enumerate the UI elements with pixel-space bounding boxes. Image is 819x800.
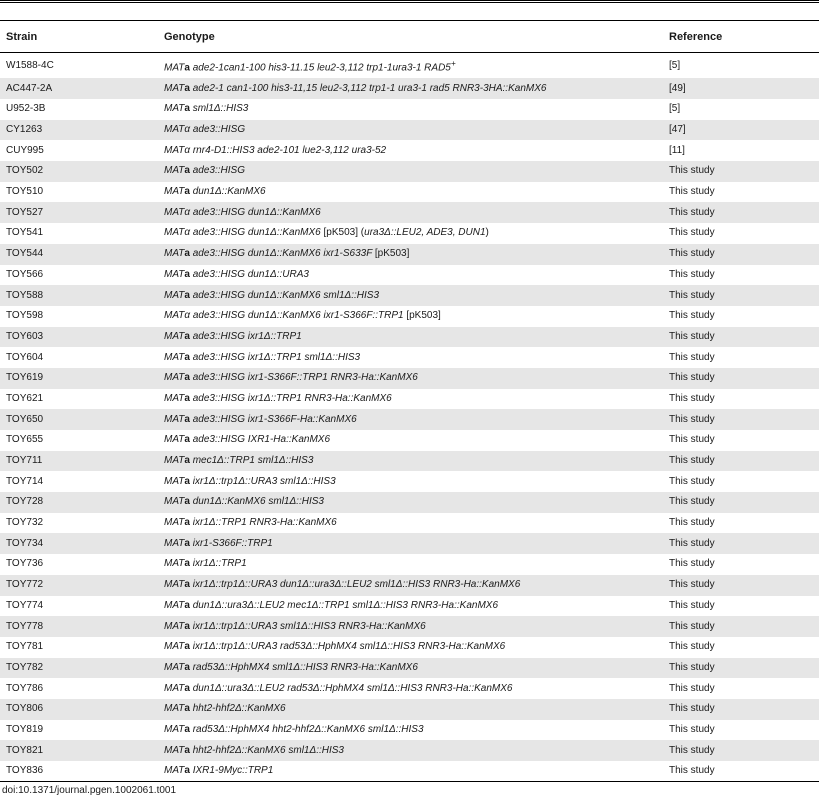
- table-row: [0, 78, 819, 99]
- strain-cell: TOY621: [6, 392, 44, 404]
- strain-cell: TOY598: [6, 310, 44, 322]
- strain-cell: CUY995: [6, 144, 44, 156]
- table-doi: doi:10.1371/journal.pgen.1002061.t001: [2, 785, 177, 796]
- genotype-cell: MATa rad53Δ::HphMX4 hht2-hhf2Δ::KanMX6 sml1Δ::HIS3: [164, 723, 424, 735]
- strain-cell: TOY778: [6, 620, 44, 632]
- strain-cell: TOY772: [6, 579, 44, 591]
- strain-cell: TOY806: [6, 703, 44, 715]
- reference-cell: This study: [669, 227, 715, 239]
- table-row: [0, 53, 819, 79]
- strain-cell: TOY819: [6, 723, 44, 735]
- genotype-cell: MATa ade3::HISG dun1Δ::URA3: [164, 268, 309, 280]
- table-row: [0, 368, 819, 389]
- reference-cell: This study: [669, 765, 715, 777]
- reference-cell: This study: [669, 206, 715, 218]
- strain-cell: TOY544: [6, 248, 44, 260]
- genotype-cell: MATa ixr1Δ::trp1Δ::URA3 sml1Δ::HIS3 RNR3-Ha::KanMX6: [164, 620, 426, 632]
- reference-cell: This study: [669, 455, 715, 467]
- strain-cell: TOY732: [6, 517, 44, 529]
- strain-cell: TOY734: [6, 537, 44, 549]
- table-row: [0, 327, 819, 348]
- strain-cell: TOY510: [6, 186, 44, 198]
- genotype-cell: MATa ade3::HISG ixr1Δ::TRP1: [164, 330, 302, 342]
- table-row: [0, 451, 819, 472]
- genotype-cell: MATa ade3::HISG ixr1Δ::TRP1 RNR3-Ha::KanMX6: [164, 392, 392, 404]
- reference-cell: This study: [669, 496, 715, 508]
- reference-cell: [5]: [669, 103, 681, 115]
- table-row: [0, 161, 819, 182]
- strain-cell: TOY619: [6, 372, 44, 384]
- table-row: [0, 761, 819, 782]
- reference-cell: This study: [669, 434, 715, 446]
- strain-cell: TOY588: [6, 289, 44, 301]
- reference-cell: This study: [669, 661, 715, 673]
- genotype-cell: MATα ade3::HISG dun1Δ::KanMX6: [164, 206, 321, 218]
- reference-cell: This study: [669, 186, 715, 198]
- genotype-cell: MATα ade3::HISG dun1Δ::KanMX6 [pK503] (ura3Δ::LEU2, ADE3, DUN1): [164, 227, 489, 239]
- reference-cell: This study: [669, 517, 715, 529]
- table-body: [0, 53, 819, 782]
- table-row: [0, 140, 819, 161]
- genotype-cell: MATa ade3::HISG: [164, 165, 245, 177]
- genotype-cell: MATa ade3::HISG dun1Δ::KanMX6 ixr1-S633F [pK503]: [164, 248, 410, 260]
- strain-cell: TOY604: [6, 351, 44, 363]
- strain-cell: W1588-4C: [6, 59, 54, 71]
- table-row: [0, 285, 819, 306]
- strain-cell: TOY821: [6, 744, 44, 756]
- strain-cell: TOY711: [6, 455, 43, 467]
- reference-cell: This study: [669, 558, 715, 570]
- genotype-cell: MATa ixr1Δ::TRP1 RNR3-Ha::KanMX6: [164, 517, 337, 529]
- table-row: [0, 202, 819, 223]
- genotype-cell: MATa ade3::HISG dun1Δ::KanMX6 sml1Δ::HIS3: [164, 289, 379, 301]
- genotype-cell: MATa ixr1Δ::trp1Δ::URA3 rad53Δ::HphMX4 sml1Δ::HIS3 RNR3-Ha::KanMX6: [164, 641, 506, 653]
- reference-cell: This study: [669, 744, 715, 756]
- strain-cell: TOY786: [6, 682, 44, 694]
- reference-cell: This study: [669, 165, 715, 177]
- genotype-cell: MATα ade3::HISG dun1Δ::KanMX6 ixr1-S366F::TRP1 [pK503]: [164, 310, 441, 322]
- reference-cell: This study: [669, 413, 715, 425]
- strain-cell: TOY836: [6, 765, 44, 777]
- reference-cell: This study: [669, 289, 715, 301]
- genotype-cell: MATα ade3::HISG: [164, 124, 246, 136]
- genotype-cell: MATa ixr1-S366F::TRP1: [164, 537, 273, 549]
- genotype-cell: MATa ixr1Δ::TRP1: [164, 558, 247, 570]
- genotype-cell: MATa ade2-1can1-100 his3-11.15 leu2-3,112 trp1-1ura3-1 RAD5+: [164, 58, 456, 74]
- genotype-cell: MATa hht2-hhf2Δ::KanMX6: [164, 703, 286, 715]
- reference-cell: [11]: [669, 144, 685, 156]
- reference-cell: This study: [669, 330, 715, 342]
- table-row: [0, 223, 819, 244]
- table-row: [0, 430, 819, 451]
- strain-cell: TOY774: [6, 599, 44, 611]
- table-row: [0, 99, 819, 120]
- reference-cell: This study: [669, 579, 715, 591]
- table-row: [0, 492, 819, 513]
- genotype-cell: MATa rad53Δ::HphMX4 sml1Δ::HIS3 RNR3-Ha::KanMX6: [164, 661, 418, 673]
- table-row: [0, 409, 819, 430]
- table-row: [0, 596, 819, 617]
- strain-cell: TOY603: [6, 330, 44, 342]
- top-rule: [0, 2, 819, 3]
- genotype-cell: MATa ade3::HISG ixr1-S366F-Ha::KanMX6: [164, 413, 357, 425]
- strain-cell: CY1263: [6, 124, 43, 136]
- reference-cell: This study: [669, 248, 715, 260]
- table-row: [0, 389, 819, 410]
- strain-cell: TOY566: [6, 268, 44, 280]
- strain-cell: TOY650: [6, 413, 44, 425]
- table-row: [0, 720, 819, 741]
- genotype-cell: MATa IXR1-9Myc::TRP1: [164, 765, 274, 777]
- genotype-cell: MATa dun1Δ::KanMX6 sml1Δ::HIS3: [164, 496, 324, 508]
- genotype-cell: MATa sml1Δ::HIS3: [164, 103, 249, 115]
- top-rule: [0, 0, 819, 1]
- table-row: [0, 637, 819, 658]
- table-row: [0, 554, 819, 575]
- table-row: [0, 347, 819, 368]
- genotype-cell: MATa ade3::HISG ixr1-S366F::TRP1 RNR3-Ha::KanMX6: [164, 372, 418, 384]
- strain-cell: TOY736: [6, 558, 44, 570]
- table-row: [0, 678, 819, 699]
- strain-cell: TOY527: [6, 206, 44, 218]
- table-row: [0, 616, 819, 637]
- table-row: [0, 471, 819, 492]
- table-row: [0, 699, 819, 720]
- reference-cell: [5]: [669, 59, 681, 71]
- genotype-cell: MATa dun1Δ::KanMX6: [164, 186, 266, 198]
- table-row: [0, 265, 819, 286]
- strain-cell: TOY714: [6, 475, 44, 487]
- reference-cell: This study: [669, 372, 715, 384]
- table-row: [0, 533, 819, 554]
- table-row: [0, 120, 819, 141]
- genotype-cell: MATa ade3::HISG IXR1-Ha::KanMX6: [164, 434, 331, 446]
- table-row: [0, 658, 819, 679]
- reference-cell: This study: [669, 599, 715, 611]
- column-header-reference: Reference: [663, 21, 819, 53]
- column-header-genotype: Genotype: [158, 21, 663, 53]
- genotype-cell: MATa dun1Δ::ura3Δ::LEU2 rad53Δ::HphMX4 sml1Δ::HIS3 RNR3-Ha::KanMX6: [164, 682, 513, 694]
- table-row: [0, 244, 819, 265]
- genotype-cell: MATa ade2-1 can1-100 his3-11,15 leu2-3,112 trp1-1 ura3-1 rad5 RNR3-3HA::KanMX6: [164, 82, 547, 94]
- reference-cell: [47]: [669, 124, 686, 136]
- strain-cell: TOY655: [6, 434, 44, 446]
- reference-cell: This study: [669, 682, 715, 694]
- reference-cell: This study: [669, 703, 715, 715]
- reference-cell: This study: [669, 310, 715, 322]
- table-row: [0, 513, 819, 534]
- table-row: [0, 306, 819, 327]
- strain-cell: U952-3B: [6, 103, 46, 115]
- reference-cell: This study: [669, 475, 715, 487]
- strain-cell: TOY502: [6, 165, 44, 177]
- reference-cell: [49]: [669, 82, 686, 94]
- genotype-cell: MATa mec1Δ::TRP1 sml1Δ::HIS3: [164, 455, 314, 467]
- table-row: [0, 740, 819, 761]
- strain-cell: TOY728: [6, 496, 44, 508]
- strains-table: [0, 20, 819, 782]
- strain-cell: TOY541: [6, 227, 44, 239]
- reference-cell: This study: [669, 723, 715, 735]
- reference-cell: This study: [669, 620, 715, 632]
- reference-cell: This study: [669, 537, 715, 549]
- reference-cell: This study: [669, 392, 715, 404]
- table-row: [0, 575, 819, 596]
- table-header-row: [0, 21, 819, 53]
- genotype-cell: MATa ade3::HISG ixr1Δ::TRP1 sml1Δ::HIS3: [164, 351, 361, 363]
- strain-cell: TOY781: [6, 641, 44, 653]
- genotype-cell: MATα rnr4-D1::HIS3 ade2-101 lue2-3,112 ura3-52: [164, 144, 387, 156]
- reference-cell: This study: [669, 351, 715, 363]
- genotype-cell: MATa dun1Δ::ura3Δ::LEU2 mec1Δ::TRP1 sml1Δ::HIS3 RNR3-Ha::KanMX6: [164, 599, 498, 611]
- genotype-cell: MATa ixr1Δ::trp1Δ::URA3 sml1Δ::HIS3: [164, 475, 336, 487]
- strain-cell: TOY782: [6, 661, 44, 673]
- table-row: [0, 182, 819, 203]
- genotype-cell: MATa ixr1Δ::trp1Δ::URA3 dun1Δ::ura3Δ::LEU2 sml1Δ::HIS3 RNR3-Ha::KanMX6: [164, 579, 521, 591]
- strain-cell: AC447-2A: [6, 82, 53, 94]
- reference-cell: This study: [669, 268, 715, 280]
- reference-cell: This study: [669, 641, 715, 653]
- genotype-cell: MATa hht2-hhf2Δ::KanMX6 sml1Δ::HIS3: [164, 744, 344, 756]
- column-header-strain: Strain: [0, 21, 158, 53]
